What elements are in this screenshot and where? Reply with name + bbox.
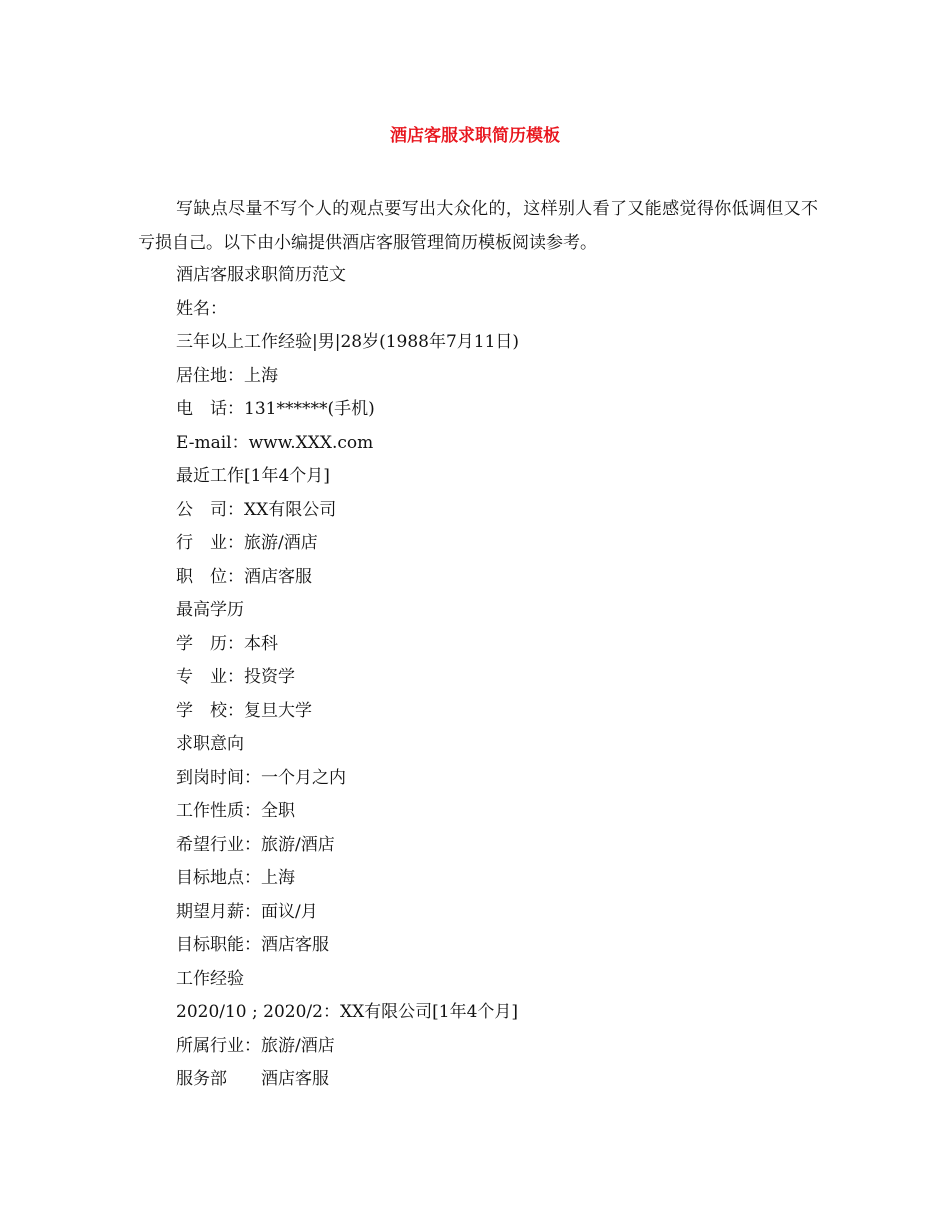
intro-paragraph: 写缺点尽量不写个人的观点要写出大众化的，这样别人看了又能感觉得你低调但又不亏损自己。以下由小编提供酒店客服管理简历模板阅读参考。 [138, 199, 818, 253]
resume-line: 公 司：XX有限公司 [176, 499, 337, 520]
resume-line: 希望行业：旅游/酒店 [176, 834, 335, 855]
document-title: 酒店客服求职简历模板 [390, 126, 560, 146]
resume-line: 所属行业：旅游/酒店 [176, 1035, 335, 1056]
resume-lines [176, 259, 816, 1097]
resume-line: 姓名： [176, 298, 227, 319]
resume-line: 服务部 酒店客服 [176, 1069, 329, 1089]
resume-line: 到岗时间：一个月之内 [176, 767, 346, 788]
resume-line: 目标地点：上海 [176, 868, 295, 888]
resume-line: E-mail：www.XXX.com [176, 432, 374, 453]
resume-line: 居住地：上海 [176, 365, 278, 386]
resume-line: 电 话：131******(手机) [176, 399, 375, 419]
resume-line: 酒店客服求职简历范文 [176, 265, 346, 285]
resume-line: 工作经验 [176, 968, 244, 989]
resume-line: 最近工作[1年4个月] [176, 466, 330, 486]
resume-line: 行 业：旅游/酒店 [176, 533, 318, 553]
resume-line: 求职意向 [176, 734, 244, 754]
resume-line: 三年以上工作经验|男|28岁(1988年7月11日) [176, 332, 520, 352]
resume-line: 2020/10 ; 2020/2：XX有限公司[1年4个月] [176, 1002, 519, 1022]
resume-line: 目标职能：酒店客服 [176, 935, 329, 955]
resume-line: 学 校：复旦大学 [176, 700, 312, 721]
resume-line: 最高学历 [176, 600, 244, 620]
resume-line: 期望月薪：面议/月 [176, 901, 318, 922]
resume-line: 专 业：投资学 [176, 667, 295, 687]
resume-line: 学 历：本科 [176, 633, 278, 654]
resume-line: 职 位：酒店客服 [176, 566, 312, 587]
resume-line: 工作性质：全职 [176, 801, 295, 821]
